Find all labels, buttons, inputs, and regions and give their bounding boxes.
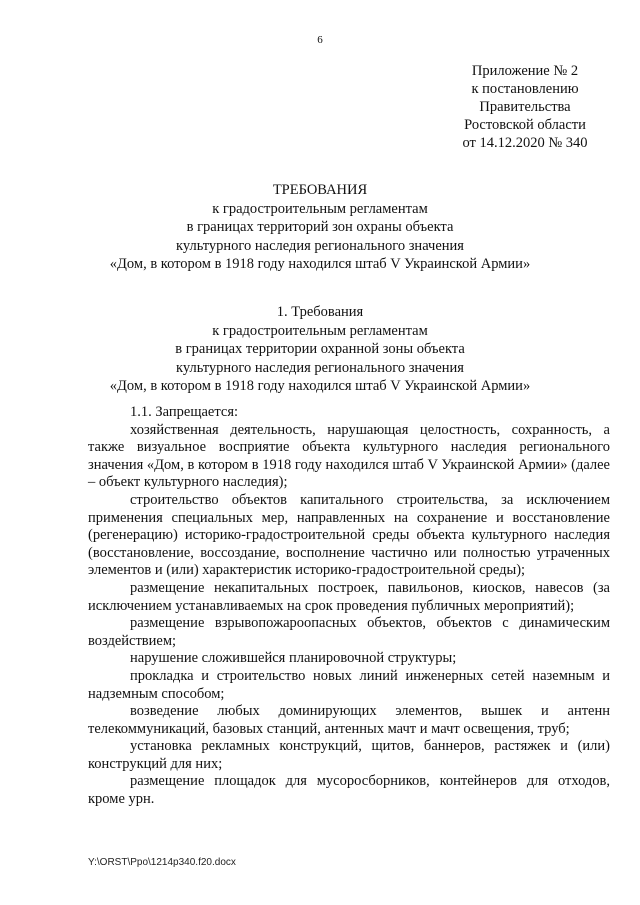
clause-heading: 1.1. Запрещается: bbox=[130, 404, 239, 420]
body-paragraph: прокладка и строительство новых линий инженерных сетей наземным и надземным способом; bbox=[88, 667, 610, 702]
document-title bbox=[0, 181, 640, 274]
title-line: в границах территорий зон охраны объекта bbox=[186, 219, 454, 235]
section-title-line: 1. Требования bbox=[276, 304, 364, 320]
file-path-footer: Y:\ORST\Ppo\1214p340.f20.docx bbox=[88, 857, 236, 868]
body-paragraph: установка рекламных конструкций, щитов, баннеров, растяжек и (или) конструкций для них; bbox=[88, 738, 610, 772]
body-paragraph: размещение некапитальных построек, павильонов, киосков, навесов (за исключением устанавливаемых на срок проведения публичных мероприятий); bbox=[88, 579, 610, 614]
title-line: «Дом, в котором в 1918 году находился штаб V Украинской Армии» bbox=[109, 256, 531, 272]
section-title-line: в границах территории охранной зоны объекта bbox=[175, 341, 465, 357]
page-number: 6 bbox=[317, 34, 323, 46]
document-body bbox=[88, 404, 610, 809]
title-line: к градостроительным регламентам bbox=[212, 200, 428, 217]
appendix-line: к постановлению bbox=[471, 81, 579, 97]
section-title-line: «Дом, в котором в 1918 году находился штаб V Украинской Армии» bbox=[109, 378, 531, 394]
section-title bbox=[0, 303, 640, 396]
body-paragraph: возведение любых доминирующих элементов, вышек и антенн телекоммуникаций, базовых станций, антенных мачт и мачт освещения, труб; bbox=[88, 703, 610, 737]
body-paragraph: хозяйственная деятельность, нарушающая целостность, сохранность, а также визуальное восприятие объекта культурного наследия регионального значения «Дом, в котором в 1918 году находился штаб V Украинской Армии» (далее – объект культурного наследия); bbox=[88, 421, 610, 491]
body-paragraph: размещение взрывопожароопасных объектов, объектов с динамическим воздействием; bbox=[88, 615, 610, 649]
title-line: культурного наследия регионального значения bbox=[176, 237, 464, 254]
body-paragraph: размещение площадок для мусоросборников, контейнеров для отходов, кроме урн. bbox=[88, 773, 610, 808]
section-title-line: к градостроительным регламентам bbox=[212, 322, 428, 339]
title-heading: ТРЕБОВАНИЯ bbox=[272, 182, 368, 198]
appendix-line: Приложение № 2 bbox=[471, 63, 579, 79]
section-title-line: культурного наследия регионального значения bbox=[176, 359, 464, 376]
appendix-line: от 14.12.2020 № 340 bbox=[462, 135, 588, 151]
appendix-line: Правительства bbox=[479, 99, 571, 115]
body-paragraph: строительство объектов капитального строительства, за исключением применения специальных мер, направленных на сохранение и восстановление (регенерацию) историко-градостроительной среды объекта культурного наследия (восстановление, воссоздание, восполнение частично или полностью утраченных элементов и (или) характеристик историко-градостроительной среды); bbox=[88, 491, 610, 579]
appendix-block bbox=[440, 62, 610, 152]
appendix-line: Ростовской области bbox=[464, 117, 586, 133]
body-paragraph: нарушение сложившейся планировочной структуры; bbox=[130, 650, 457, 667]
